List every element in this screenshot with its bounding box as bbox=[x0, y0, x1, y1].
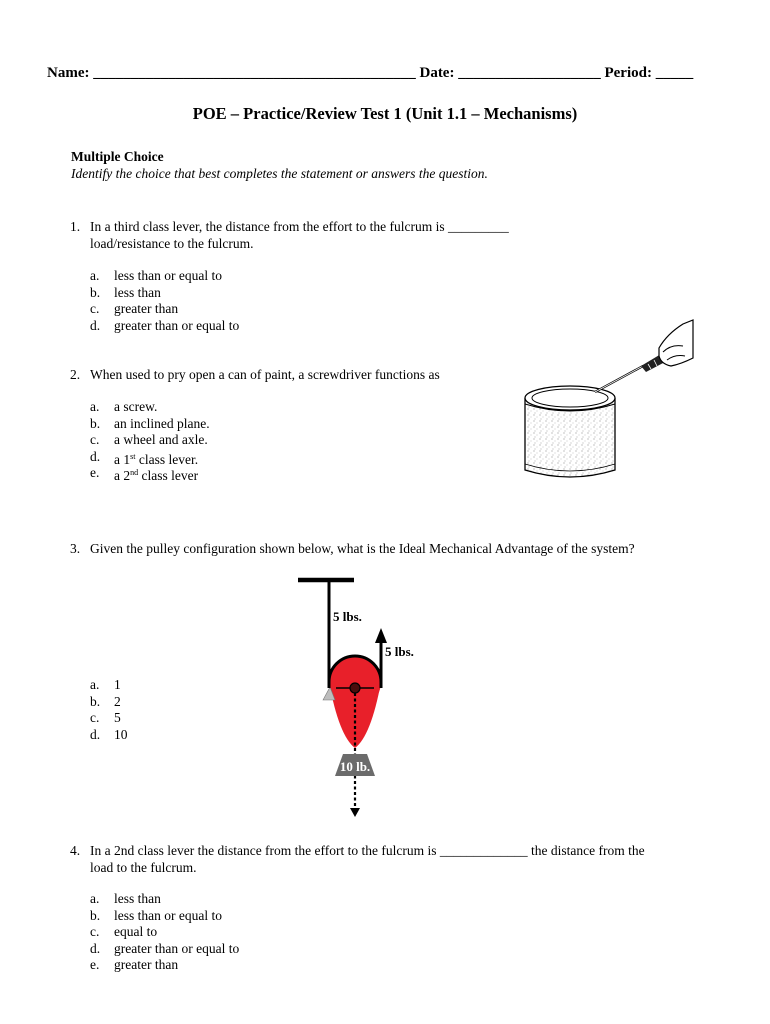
screwdriver-icon bbox=[595, 354, 665, 392]
question-4-options: a. less than b. less than or equal to c. equal to d. greater than or equal to e. greater than bbox=[90, 891, 240, 972]
question-text: In a third class lever, the distance from the effort to the fulcrum is _________ bbox=[90, 219, 509, 234]
load-arrow bbox=[350, 808, 360, 817]
paint-can-screwdriver-illustration bbox=[515, 312, 695, 487]
hand-icon bbox=[659, 320, 693, 366]
question-1 bbox=[70, 219, 670, 253]
paint-can-icon bbox=[525, 386, 615, 477]
section-instructions: Identify the choice that best completes the statement or answers the question. bbox=[71, 166, 488, 181]
question-number: 3. bbox=[70, 541, 81, 556]
weight-label: 10 lb. bbox=[339, 759, 371, 774]
right-force-label: 5 lbs. bbox=[385, 644, 414, 659]
question-2 bbox=[70, 367, 510, 385]
question-text: When used to pry open a can of paint, a screwdriver functions as bbox=[90, 367, 440, 382]
question-number: 4. bbox=[70, 843, 81, 858]
question-number: 1. bbox=[70, 219, 81, 234]
pulley-diagram bbox=[295, 570, 435, 820]
question-number: 2. bbox=[70, 367, 81, 382]
question-2-options: a. a screw. b. an inclined plane. c. a wheel and axle. d. a 1st class lever. e. a 2nd class lever bbox=[90, 399, 210, 483]
section-title: Multiple Choice bbox=[71, 149, 164, 164]
question-text-continued: load to the fulcrum. bbox=[90, 859, 197, 875]
effort-arrow bbox=[375, 628, 387, 643]
question-text: Given the pulley configuration shown below, what is the Ideal Mechanical Advantage of the system? bbox=[90, 541, 635, 556]
question-4 bbox=[70, 843, 710, 877]
left-force-label: 5 lbs. bbox=[333, 609, 362, 624]
page-title: POE – Practice/Review Test 1 (Unit 1.1 – Mechanisms) bbox=[192, 104, 578, 123]
question-1-options: a. less than or equal to b. less than c. greater than d. greater than or equal to bbox=[90, 268, 240, 333]
question-text: In a 2nd class lever the distance from the effort to the fulcrum is _____________ the distance from the bbox=[90, 843, 645, 858]
question-3 bbox=[70, 541, 710, 559]
question-3-options: a. 1 b. 2 c. 5 d. 10 bbox=[90, 677, 128, 742]
axle bbox=[350, 683, 360, 693]
header-line: Name: ___________________________________________ Date: ___________________ Period: _____ bbox=[47, 65, 694, 81]
question-text-continued: load/resistance to the fulcrum. bbox=[90, 235, 254, 251]
